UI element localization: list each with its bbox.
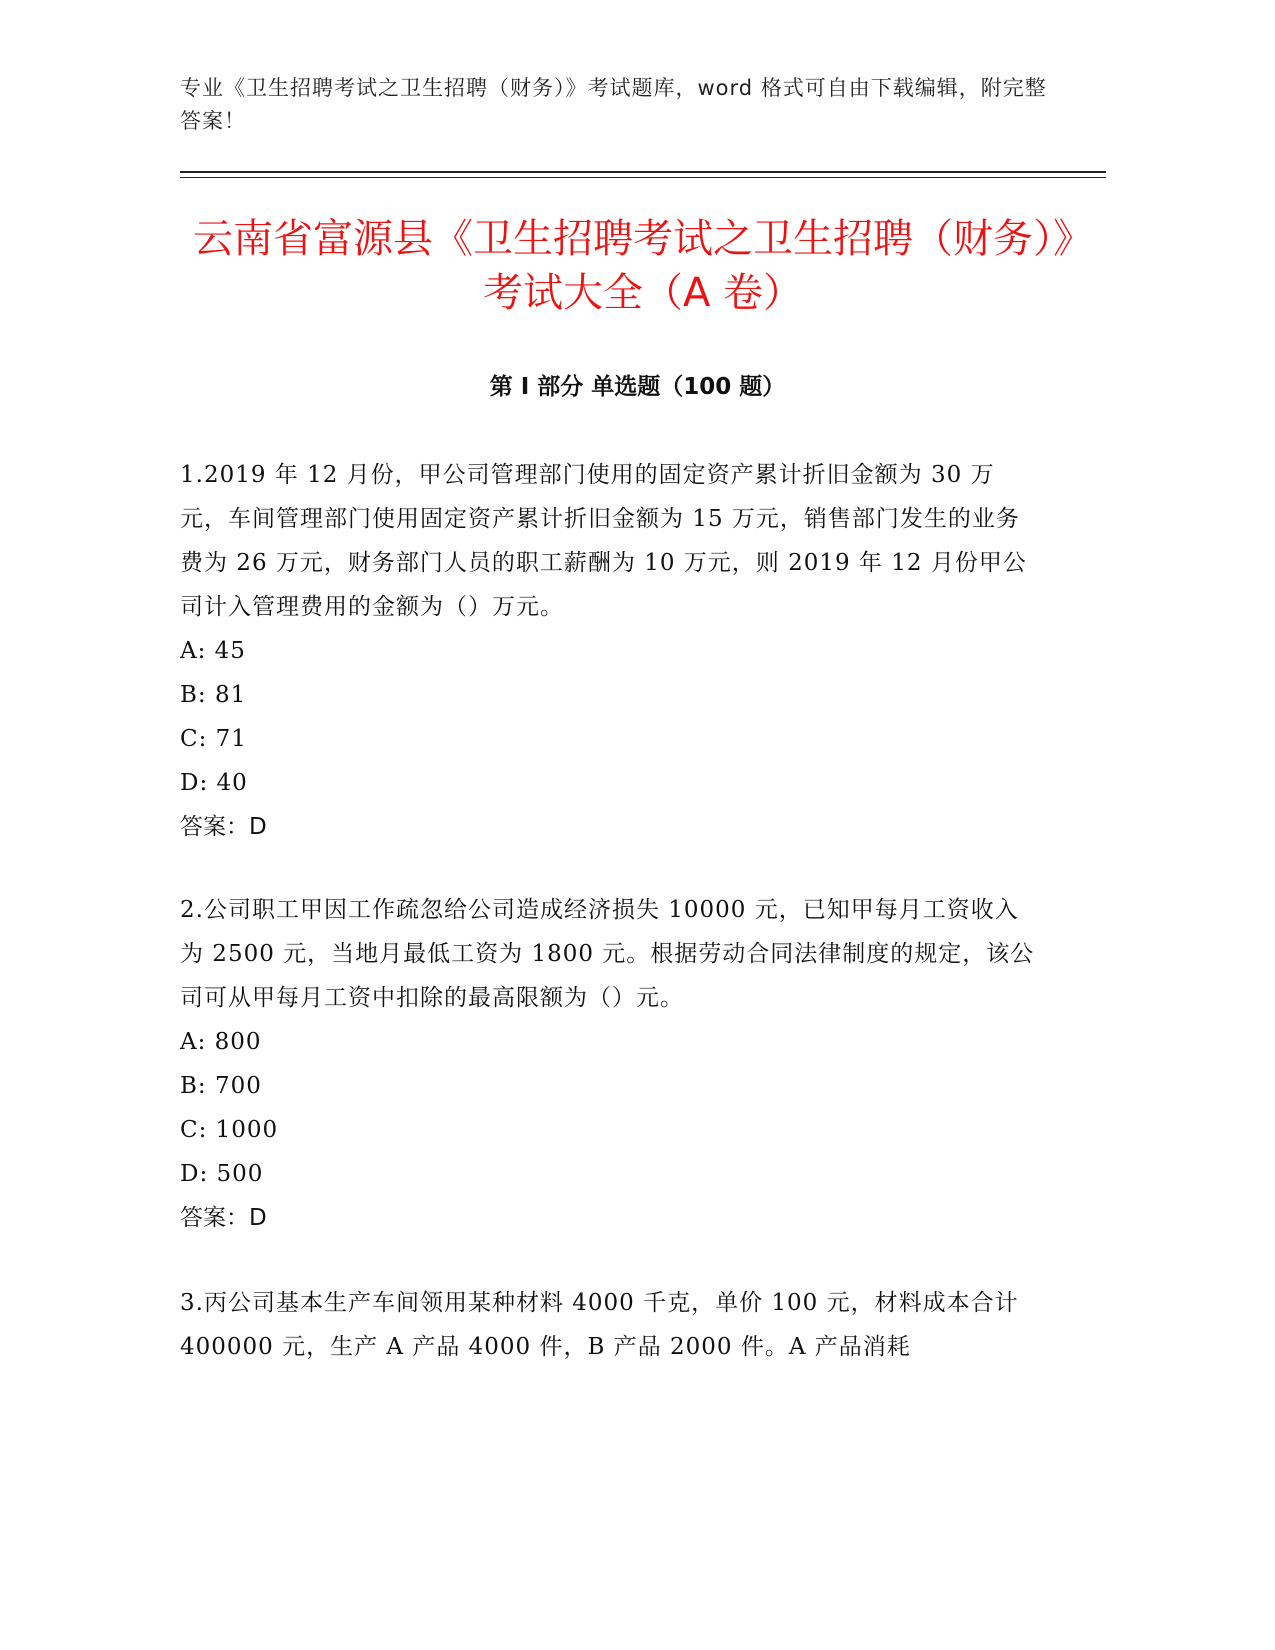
option-d: D: 40	[180, 770, 248, 796]
option-b: B: 700	[180, 1073, 262, 1099]
document-title: 云南省富源县《卫生招聘考试之卫生招聘（财务）》考试大全（A 卷）	[193, 216, 1093, 316]
question-3	[180, 1281, 1040, 1369]
option-d: D: 500	[180, 1161, 264, 1187]
section-heading: 第 I 部分 单选题（100 题）	[489, 374, 786, 400]
question-stem: 3.丙公司基本生产车间领用某种材料 4000 千克，单价 100 元，材料成本合计 400000 元，生产 A 产品 4000 件，B 产品 2000 件。A 产品消耗	[180, 1290, 1019, 1360]
answer-line: 答案：D	[180, 814, 267, 840]
header-rule-thick	[180, 171, 1106, 173]
question-stem: 1.2019 年 12 月份，甲公司管理部门使用的固定资产累计折旧金额为 30 万元，车间管理部门使用固定资产累计折旧金额为 15 万元，销售部门发生的业务费为 26 万元，财务部门人员的职工薪酬为 10 万元，则 2019 年 12 月份甲公司计入管理费用的金额为（）万元。	[180, 462, 1027, 620]
question-1	[180, 453, 1040, 849]
question-2	[180, 888, 1040, 1240]
option-a: A: 45	[180, 638, 246, 664]
answer-line: 答案：D	[180, 1205, 267, 1231]
option-c: C: 1000	[180, 1117, 279, 1143]
header-rule-thin	[180, 177, 1106, 178]
option-b: B: 81	[180, 682, 247, 708]
option-c: C: 71	[180, 726, 247, 752]
header-note: 专业《卫生招聘考试之卫生招聘（财务）》考试题库，word 格式可自由下载编辑，附完整答案！	[180, 76, 1047, 133]
option-a: A: 800	[180, 1029, 262, 1055]
question-stem: 2.公司职工甲因工作疏忽给公司造成经济损失 10000 元，已知甲每月工资收入为 2500 元，当地月最低工资为 1800 元。根据劳动合同法律制度的规定，该公司可从甲每月工资中扣除的最高限额为（）元。	[180, 897, 1035, 1011]
